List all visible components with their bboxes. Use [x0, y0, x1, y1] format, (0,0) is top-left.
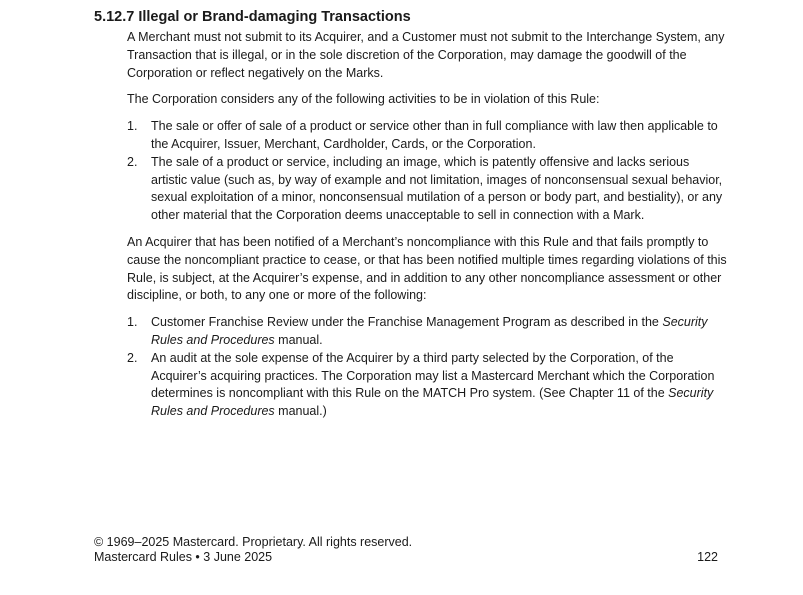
list-item-text: The sale or offer of sale of a product or service other than in full compliance with law then applicable to the Acquirer, Issuer, Merchant, Cardholder, Cards, or the Corporation. — [151, 119, 718, 151]
list-item-text: An audit at the sole expense of the Acquirer by a third party selected by the Corporation, of the Acquirer’s acquiring practices. The Corporation may list a Mastercard Merchant which the Corporation determines is noncompliant with this Rule on the MATCH Pro system. (See Chapter 11 of the Security Rules and Procedures manual.) — [151, 350, 715, 419]
violations-list — [127, 118, 727, 225]
consequences-list — [127, 314, 727, 421]
section-body — [127, 29, 727, 430]
footer-copyright: © 1969–2025 Mastercard. Proprietary. All rights reserved. — [94, 535, 413, 549]
section-heading: 5.12.7 Illegal or Brand-damaging Transactions — [94, 9, 411, 25]
list-item — [127, 314, 727, 350]
manual-title-emphasis: Security Rules and Procedures — [151, 315, 708, 347]
list-item-number: 2. — [127, 154, 138, 169]
list-item — [127, 154, 727, 225]
list-item-number: 1. — [127, 119, 138, 134]
noncompliance-paragraph: An Acquirer that has been notified of a Merchant’s noncompliance with this Rule and that fails promptly to cause the noncompliant practice to cease, or that has been notified multiple times regarding violations of this Rule, is subject, at the Acquirer’s expense, and in addition to any other noncompliance assessment or other discipline, or both, to any one or more of the following: — [127, 234, 727, 303]
list-item-number: 1. — [127, 315, 138, 330]
intro-paragraph: A Merchant must not submit to its Acquirer, and a Customer must not submit to the Interchange System, any Transaction that is illegal, or in the sole discretion of the Corporation, may damage the goodwill of the Corporation or reflect negatively on the Marks. — [127, 30, 725, 80]
list-item-text: Customer Franchise Review under the Franchise Management Program as described in the Security Rules and Procedures manual. — [151, 315, 708, 347]
manual-title-emphasis: Security Rules and Procedures — [151, 386, 714, 419]
list-item — [127, 118, 727, 154]
page-number: 122 — [697, 550, 718, 564]
footer-document-title: Mastercard Rules • 3 June 2025 — [94, 550, 273, 564]
list-item-number: 2. — [127, 350, 138, 365]
list-item — [127, 350, 727, 421]
list-item-text: The sale of a product or service, including an image, which is patently offensive and lacks serious artistic value (such as, by way of example and not limitation, images of nonconsensual sexual behavior, sexual exploitation of a minor, nonconsensual mutilation of a person or body part, and bestiality), or any other material that the Corporation deems unacceptable to sell in connection with a Mark. — [151, 154, 723, 223]
violations-lead-paragraph: The Corporation considers any of the following activities to be in violation of this Rule: — [127, 92, 600, 107]
